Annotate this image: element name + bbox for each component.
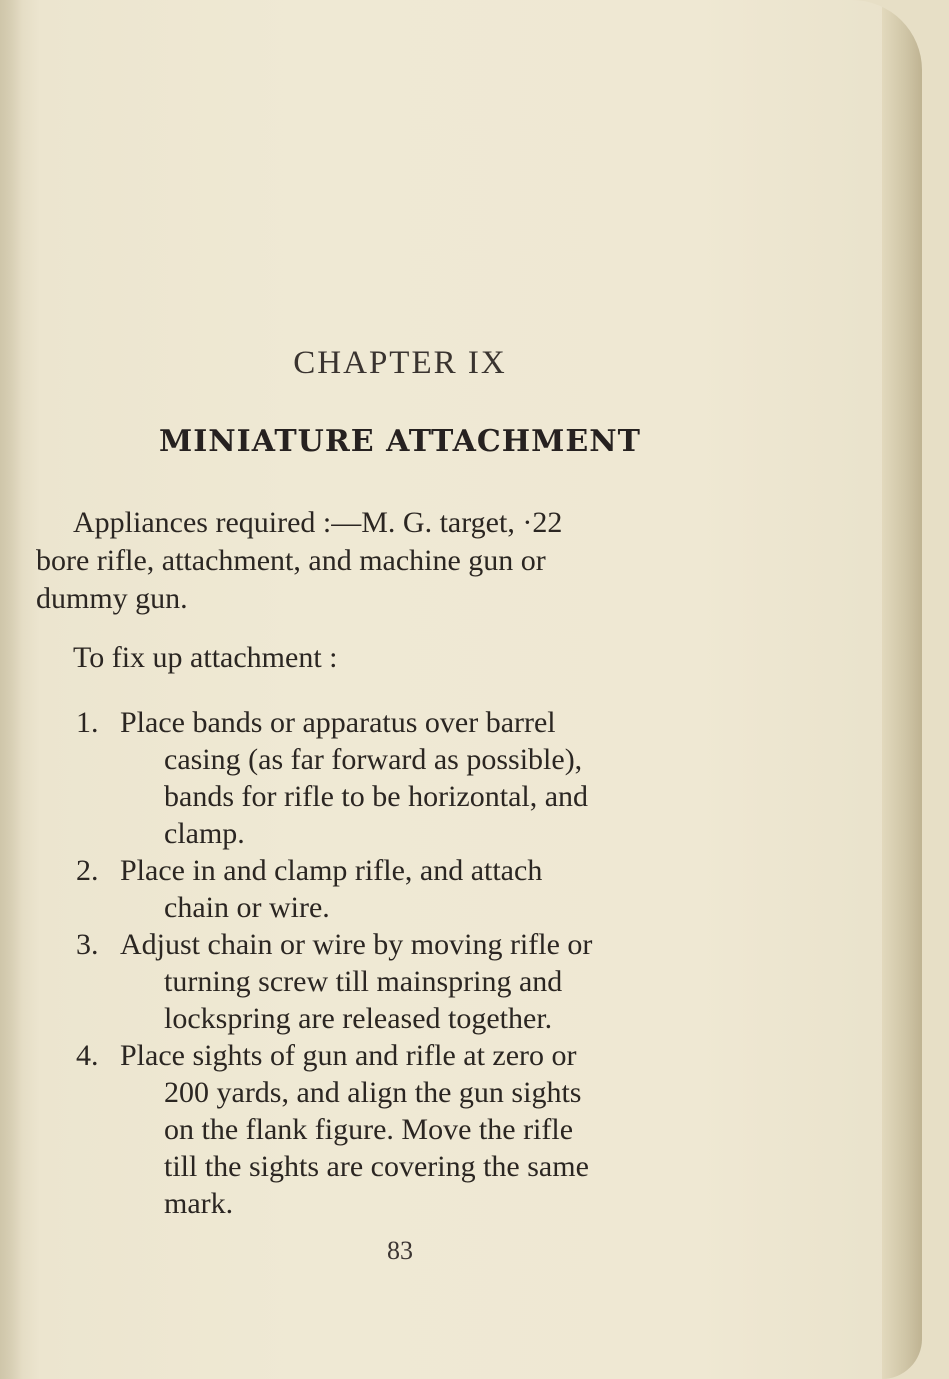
step-line: 200 yards, and align the gun sights <box>164 1076 582 1109</box>
step-line: mark. <box>164 1187 234 1220</box>
steps-list <box>76 704 774 1222</box>
step-line: till the sights are covering the same <box>164 1150 589 1183</box>
chapter-heading: MINIATURE ATTACHMENT <box>159 424 641 459</box>
step-line: clamp. <box>164 817 245 850</box>
list-item <box>76 1037 774 1222</box>
step-number: 1. <box>76 706 99 739</box>
step-line: Place bands or apparatus over barrel <box>120 706 556 739</box>
step-line: Place in and clamp rifle, and attach <box>120 854 543 887</box>
step-line: casing (as far forward as possible), <box>164 743 583 776</box>
paragraph-gap <box>36 618 776 639</box>
intro-line: Appliances required :—M. G. target, ·22 <box>73 506 563 539</box>
step-line: chain or wire. <box>164 891 330 924</box>
list-item <box>76 704 774 852</box>
chapter-label: CHAPTER IX <box>293 345 507 381</box>
list-item <box>76 852 774 926</box>
page-edge <box>882 0 922 1379</box>
intro-line: dummy gun. <box>36 582 188 615</box>
intro-line: bore rifle, attachment, and machine gun or <box>36 544 546 577</box>
step-line: Adjust chain or wire by moving rifle or <box>120 928 593 961</box>
step-line: bands for rifle to be horizontal, and <box>164 780 589 813</box>
step-number: 2. <box>76 854 99 887</box>
list-item <box>76 926 774 1037</box>
page-number: 83 <box>387 1236 413 1265</box>
step-number: 3. <box>76 928 99 961</box>
step-number: 4. <box>76 1039 99 1072</box>
step-line: on the flank figure. Move the rifle <box>164 1113 574 1146</box>
setup-intro: To fix up attachment : <box>73 641 338 674</box>
intro-paragraph <box>36 504 776 677</box>
step-line: Place sights of gun and rifle at zero or <box>120 1039 577 1072</box>
step-line: turning screw till mainspring and <box>164 965 563 998</box>
page-gutter-shadow <box>0 0 22 1379</box>
step-line: lockspring are released together. <box>164 1002 553 1035</box>
